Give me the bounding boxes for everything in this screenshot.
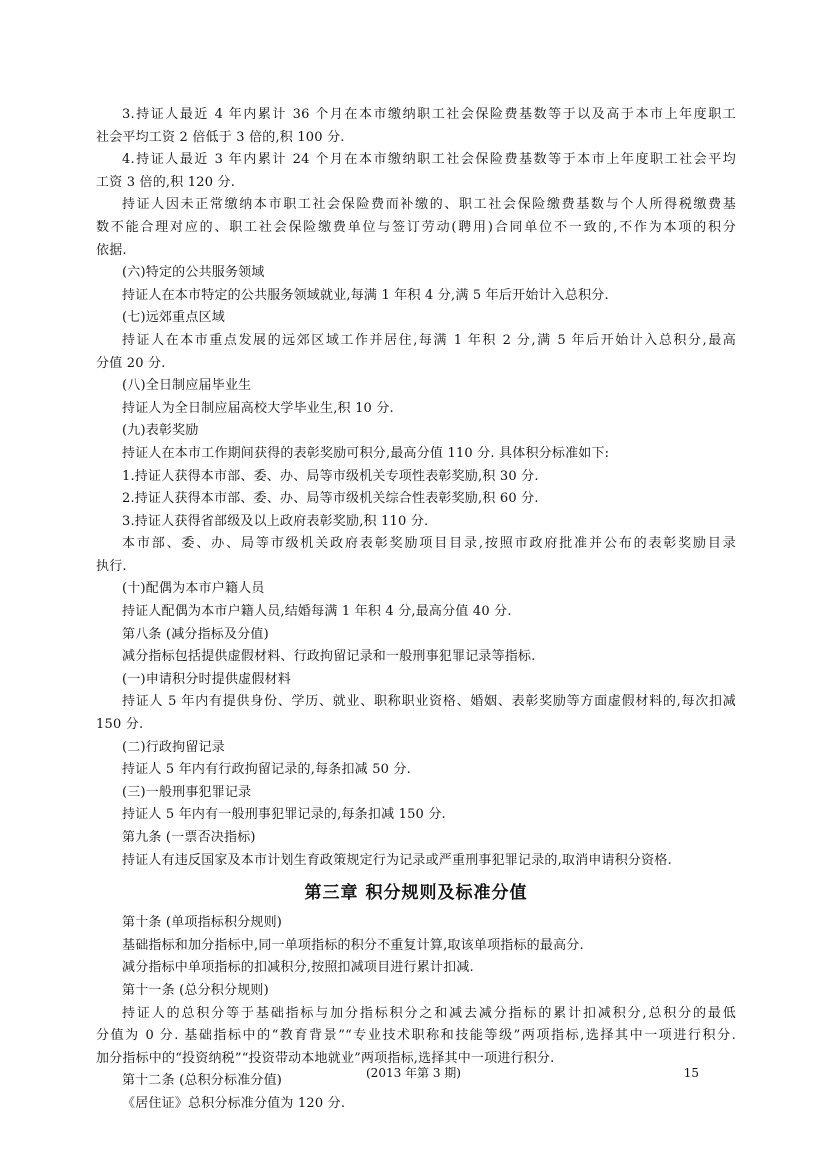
- text-line: (九)表彰奖励: [122, 423, 199, 439]
- text-line: 持证人因未正常缴纳本市职工社会保险费而补缴的、职工社会保险缴费基数与个人所得税缴费基: [122, 197, 736, 213]
- text-line: 减分指标包括提供虚假材料、行政拘留记录和一般刑事犯罪记录等指标.: [122, 649, 536, 665]
- text-line: 工资 3 倍的,积 120 分.: [96, 174, 236, 190]
- text-line: 分值 20 分.: [96, 355, 166, 371]
- text-line: 持证人为全日制应届高校大学毕业生,积 10 分.: [122, 400, 394, 416]
- text-line: 执行.: [96, 558, 127, 574]
- text-line: (二)行政拘留记录: [122, 739, 225, 755]
- text-line: 分值为 0 分. 基础指标中的“教育背景”“专业技术职称和技能等级”两项指标,选择其中一项进行积分.: [96, 1028, 736, 1044]
- text-line: 持证人配偶为本市户籍人员,结婚每满 1 年积 4 分,最高分值 40 分.: [122, 604, 512, 620]
- text-line: 数不能合理对应的、职工社会保险缴费单位与签订劳动(聘用)合同单位不一致的,不作为本项的积分: [96, 219, 736, 235]
- text-line: 4.持证人最近 3 年内累计 24 个月在本市缴纳职工社会保险费基数等于本市上年度职工社会平均: [122, 152, 736, 168]
- text-line: 本市部、委、办、局等市级机关政府表彰奖励项目目录,按照市政府批准并公布的表彰奖励目录: [122, 536, 736, 552]
- text-line: 持证人 5 年内有行政拘留记录的,每条扣减 50 分.: [122, 762, 412, 778]
- text-line: (一)申请积分时提供虚假材料: [122, 671, 291, 687]
- text-line: 持证人 5 年内有提供身份、学历、就业、职称职业资格、婚姻、表彰奖励等方面虚假材料的,每次扣减: [122, 694, 736, 710]
- page-number: 15: [683, 1066, 699, 1080]
- text-line: (七)远郊重点区域: [122, 310, 225, 326]
- text-line: 持证人在本市工作期间获得的表彰奖励可积分,最高分值 110 分. 具体积分标准如下:: [122, 445, 610, 461]
- footer-issue: (2013 年第 3 期): [366, 1066, 461, 1080]
- document-body: [96, 104, 736, 1116]
- chapter-heading: 第三章 积分规则及标准分值: [304, 883, 528, 904]
- text-line: 减分指标中单项指标的扣减积分,按照扣减项目进行累计扣减.: [122, 960, 474, 976]
- text-line: 社会平均工资 2 倍低于 3 倍的,积 100 分.: [96, 129, 345, 145]
- article-text-lower: [96, 912, 736, 1115]
- text-line: 持证人的总积分等于基础指标与加分指标积分之和减去减分指标的累计扣减积分,总积分的最低: [122, 1005, 736, 1021]
- text-line: 依据.: [96, 242, 127, 258]
- text-line: 加分指标中的“投资纳税”“投资带动本地就业”两项指标,选择其中一项进行积分.: [96, 1050, 555, 1066]
- text-line: 1.持证人获得本市部、委、办、局等市级机关专项性表彰奖励,积 30 分.: [122, 468, 539, 484]
- text-line: 持证人在本市重点发展的远郊区域工作并居住,每满 1 年积 2 分,满 5 年后开始计入总积分,最高: [122, 332, 736, 348]
- text-line: 3.持证人最近 4 年内累计 36 个月在本市缴纳职工社会保险费基数等于以及高于本市上年度职工: [122, 107, 736, 122]
- text-line: 第十一条 (总分积分规则): [122, 982, 269, 998]
- text-line: 第九条 (一票否决指标): [122, 830, 256, 845]
- text-line: 2.持证人获得本市部、委、办、局等市级机关综合性表彰奖励,积 60 分.: [122, 491, 539, 507]
- text-line: 持证人有违反国家及本市计划生育政策规定行为记录或严重刑事犯罪记录的,取消申请积分资格.: [122, 852, 672, 868]
- text-line: (三)一般刑事犯罪记录: [122, 784, 252, 800]
- text-line: 3.持证人获得省部级及以上政府表彰奖励,积 110 分.: [122, 513, 429, 529]
- text-line: 第八条 (减分指标及分值): [122, 626, 269, 642]
- text-line: (八)全日制应届毕业生: [122, 378, 252, 394]
- article-text-upper: [96, 104, 736, 872]
- text-line: 基础指标和加分指标中,同一单项指标的积分不重复计算,取该单项指标的最高分.: [122, 937, 584, 953]
- text-line: 持证人在本市特定的公共服务领域就业,每满 1 年积 4 分,满 5 年后开始计入总积分.: [122, 287, 609, 303]
- text-line: 第十条 (单项指标积分规则): [122, 915, 283, 931]
- text-line: (六)特定的公共服务领域: [122, 265, 265, 281]
- text-line: 持证人 5 年内有一般刑事犯罪记录的,每条扣减 150 分.: [122, 807, 446, 823]
- text-line: 第十二条 (总积分标准分值): [122, 1073, 283, 1089]
- text-line: (十)配偶为本市户籍人员: [122, 581, 265, 597]
- text-line: 150 分.: [96, 717, 144, 733]
- page-footer: [0, 1064, 827, 1082]
- text-line: 《居住证》总积分标准分值为 120 分.: [122, 1095, 346, 1111]
